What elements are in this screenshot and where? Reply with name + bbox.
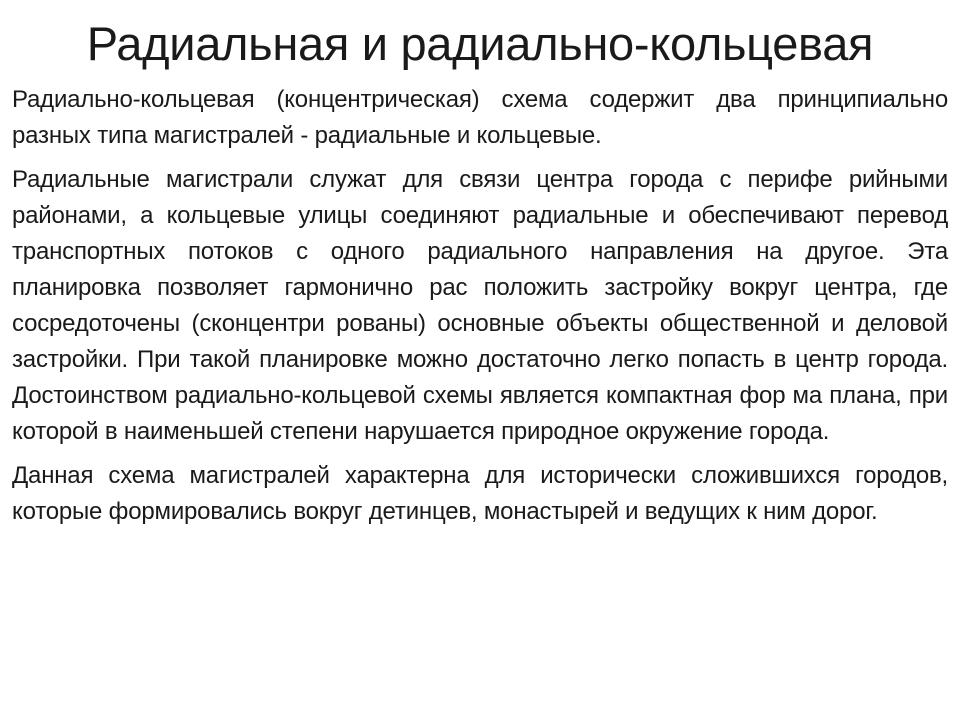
paragraph-intro: Радиально-кольцевая (концентрическая) схема содержит два принципиально разных типа магистралей - радиальные и кольцевые. (12, 86, 948, 149)
slide-body (12, 82, 948, 538)
paragraph-historical-cities: Данная схема магистралей характерна для исторически сложившихся городов, которые формировались вокруг детинцев, монастырей и ведущих к ним дорог. (12, 462, 948, 525)
paragraph-radial-description: Радиальные магистрали служат для связи центра города с перифе рийными районами, а кольцевые улицы соединяют радиальные и обеспечивают перевод транспортных потоков с одного радиального направления на другое. Эта планировка позволяет гармонично рас положить застройку вокруг центра, где сосредоточены (сконцентри рованы) основные объекты общественной и деловой застройки. При такой планировке можно достаточно легко попасть в центр города. Достоинством радиально-кольцевой схемы является компактная фор ма плана, при которой в наименьшей степени нарушается природное окружение города. (12, 166, 948, 445)
slide-title: Радиальная и радиально-кольцевая (86, 17, 874, 70)
